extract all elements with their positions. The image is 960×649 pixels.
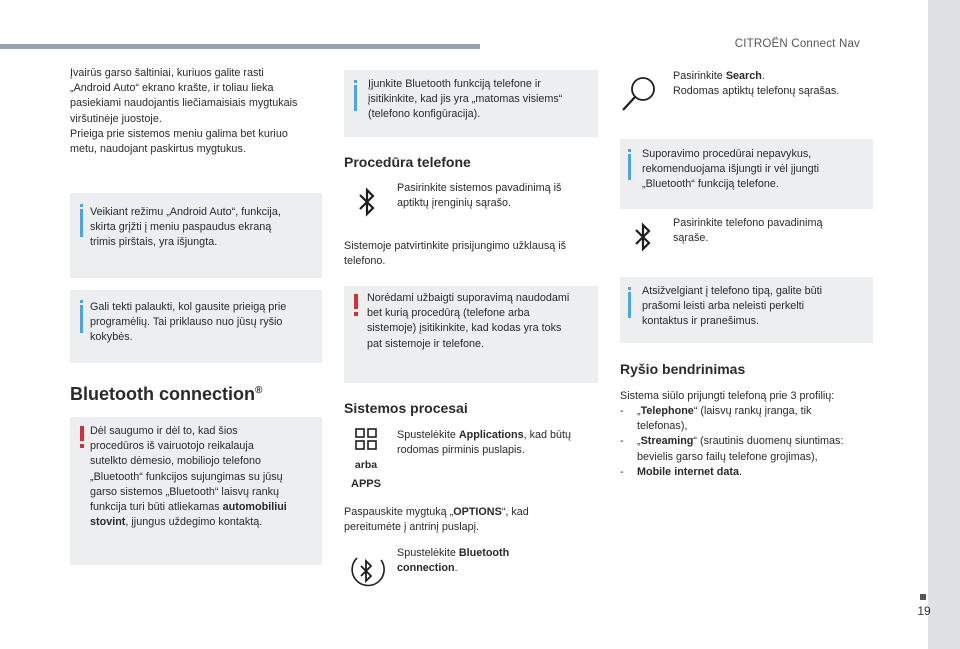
- info-marker-icon: [628, 149, 631, 179]
- apps-label-or: arba: [354, 459, 378, 471]
- warning-marker-icon: [80, 426, 84, 450]
- confirm-request-text: Sistemoje patvirtinkite prisijungimo užklausą iš telefono.: [344, 240, 567, 268]
- step-select-system-name: Pasirinkite sistemos pavadinimą iš aptiktų įrenginių sąrašo.: [397, 182, 562, 210]
- bluetooth-icon: [632, 220, 654, 254]
- list-item: - „Telephone“ (laisvų rankų įranga, tik telefonas),: [620, 405, 812, 433]
- apps-grid-icon: [355, 428, 377, 450]
- bluetooth-connection-icon: [347, 548, 387, 592]
- apps-label: APPS: [351, 478, 381, 490]
- sharing-intro: Sistema siūlo prijungti telefoną prie 3 profilių:: [620, 390, 835, 402]
- section-title-phone-procedure: Procedūra telefone: [344, 154, 471, 170]
- step-select-search: Pasirinkite Search. Rodomas aptiktų telefonų sąrašas.: [673, 70, 840, 98]
- section-title-connection-sharing: Ryšio bendrinimas: [620, 361, 746, 377]
- header-rule: [0, 44, 480, 49]
- info-marker-icon: [354, 80, 357, 110]
- profiles-list: [620, 404, 890, 480]
- page-side-tab: [928, 0, 960, 649]
- warning-marker-icon: [354, 294, 358, 318]
- info-note-wait: Gali tekti palaukti, kol gausite prieigą prie programėlių. Tai priklauso nuo jūsų ryšio kokybės.: [70, 290, 322, 363]
- list-item: - Mobile internet data.: [620, 465, 742, 478]
- section-title-system-procedure: Sistemos procesai: [344, 400, 468, 416]
- info-marker-icon: [80, 204, 83, 237]
- header-brand: CITROËN Connect Nav: [734, 38, 860, 50]
- info-note-enable-bluetooth: Įjunkite Bluetooth funkciją telefone ir įsitikinkite, kad jis yra „matomas visiems“ (telefono konfigūracija).: [344, 70, 598, 137]
- info-marker-icon: [628, 287, 631, 317]
- warning-note-safety: Dėl saugumo ir dėl to, kad šios procedūros iš vairuotojo reikalauja sutelkto dėmesio, mobiliojo telefono „Bluetooth“ funkcijos sujungimas su jūsų garso sistemos „Bluetooth“ laisvų rankų funkcija turi būti atliekamas automobiliui stovint, įjungus uždegimo kontaktą.: [70, 417, 322, 565]
- step-select-phone-name: Pasirinkite telefono pavadinimą sąraše.: [673, 217, 823, 245]
- section-title-bluetooth-connection: Bluetooth connection®: [70, 384, 263, 404]
- step-click-applications: Spustelėkite Applications, kad būtų rodomas pirminis puslapis.: [397, 429, 572, 457]
- step-click-bluetooth-connection: Spustelėkite Bluetooth connection.: [397, 547, 510, 575]
- info-note-android-auto: Veikiant režimu „Android Auto“, funkcija, skirta grįžti į meniu paspaudus ekraną trimis pirštais, yra išjungta.: [70, 193, 322, 278]
- list-item: - „Streaming“ (srautinis duomenų siuntimas: bevielis garso failų telefone grojimas),: [620, 435, 844, 463]
- search-icon: [620, 74, 660, 114]
- warning-note-pairing-code: Norėdami užbaigti suporavimą naudodami bet kurią procedūrą (telefone arba sistemoje) įsitikinkite, kad kodas yra toks pat sistemoje ir telefone.: [344, 286, 598, 383]
- info-note-pairing-failed: Suporavimo procedūrai nepavykus, rekomenduojama išjungti ir vėl įjungti „Bluetooth“ funkciją telefone.: [620, 139, 873, 209]
- step-press-options: Paspauskite mygtuką „OPTIONS“, kad pereitumėte į antrinį puslapį.: [344, 506, 529, 534]
- page-number: 19: [917, 604, 931, 618]
- info-note-contacts-permission: Atsižvelgiant į telefono tipą, galite būti prašomi leisti arba neleisti perkelti kontaktus ir pranešimus.: [620, 277, 873, 343]
- intro-paragraph: Įvairūs garso šaltiniai, kuriuos galite rasti „Android Auto“ ekrano kraštе, ir toliau lieka pasiekiami naudojantis liečiamaisiais mygtukais viršutinėje juostoje. Prieiga prie sistemos meniu galima bet kuriuo metu, naudojant paskirtus mygtukus.: [70, 67, 298, 156]
- bluetooth-icon: [356, 185, 378, 219]
- info-marker-icon: [80, 300, 83, 333]
- page-marker: [920, 594, 926, 600]
